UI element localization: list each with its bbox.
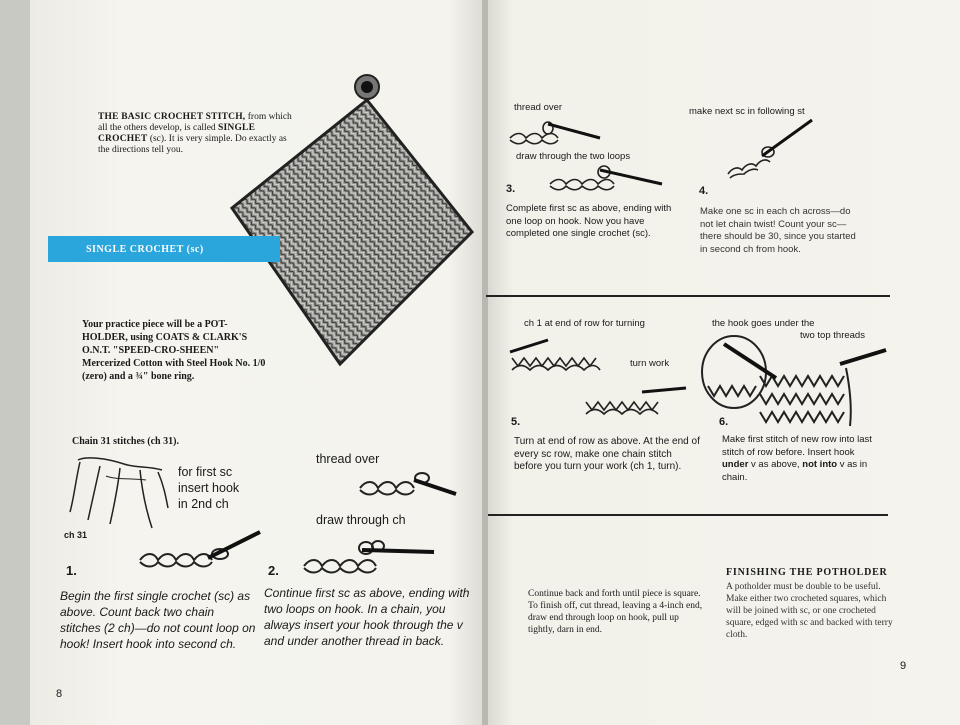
step1-number: 1.: [66, 563, 77, 578]
step1-hand-line-2: insert hook: [178, 481, 240, 495]
finishing-title: FINISHING THE POTHOLDER: [726, 567, 888, 578]
step1-caption: Begin the first single crochet (sc) as above. Count back two chain stitches (2 ch)—do not count loop on hook! Insert hook into second ch.: [60, 589, 256, 651]
continue-paragraph: Continue back and forth until piece is square. To finish off, cut thread, leaving a 4-inch end, draw end through loop on hook, pull up tightly, darn in end.: [528, 589, 703, 635]
step6-not-into: not into: [802, 459, 838, 470]
section-banner-title: SINGLE CROCHET (sc): [86, 244, 204, 255]
step6-number: 6.: [719, 416, 729, 428]
step1-chain-illustration: [136, 524, 266, 574]
step6-illustration: [700, 328, 890, 434]
step6-caption-1: Make first stitch of new row into last stitch of row before. Insert hook: [722, 434, 872, 458]
step2-top-illustration: [356, 452, 466, 502]
step3-number: 3.: [506, 183, 516, 195]
step5-number: 5.: [511, 416, 521, 428]
step5-label-top: ch 1 at end of row for turning: [524, 318, 645, 329]
intro-body-1: from which all the others develop, is called: [98, 112, 292, 133]
step2-caption: Continue first sc as above, ending with two loops on hook. In a chain, you always insert your hook through the v and under another thread in back.: [264, 586, 470, 648]
step2-label-mid: draw through ch: [316, 513, 406, 527]
step4-caption: Make one sc in each ch across—do not let chain twist! Count your sc—there should be 30, since you started in second ch from hook.: [700, 206, 856, 255]
step3-label-mid: draw through the two loops: [516, 151, 631, 162]
left-page-number: 8: [56, 688, 63, 700]
step1-hand-line-3: in 2nd ch: [178, 497, 229, 511]
ch31-label: ch 31: [64, 530, 88, 540]
hand-illustration: [66, 454, 176, 534]
book-gutter: [482, 0, 488, 725]
chain-instruction: Chain 31 stitches (ch 31).: [72, 436, 179, 447]
right-page-number: 9: [900, 660, 907, 672]
finishing-paragraph: A potholder must be double to be useful. Make either two crocheted squares, which will be joined with sc, or one crocheted square, edged with sc and backed with terry cloth.: [726, 582, 893, 640]
step1-hand-label: [178, 464, 239, 512]
intro-title: THE BASIC CROCHET STITCH,: [98, 112, 246, 122]
step6-caption: [722, 434, 882, 484]
step5-caption: Turn at end of row as above. At the end of every sc row, make one chain stitch before you turn your work (ch 1, turn).: [514, 436, 700, 472]
step3-caption: Complete first sc as above, ending with one loop on hook. Now you have completed one single crochet (sc).: [506, 203, 672, 239]
step6-under: under: [722, 459, 749, 470]
step2-label-top: thread over: [316, 452, 380, 466]
step1-hand-line-1: for first sc: [178, 465, 233, 479]
section-divider-1: [486, 295, 890, 297]
step4-number: 4.: [699, 185, 709, 197]
practice-paragraph: Your practice piece will be a POT-HOLDER, using COATS & CLARK'S O.N.T. "SPEED-CRO-SHEEN" Mercerized Cotton with Steel Hook No. 1/0 (zero) and a ¾" bone ring.: [82, 319, 266, 382]
intro-bold: SINGLE CROCHET: [98, 123, 256, 144]
step6-label-top-2: two top threads: [800, 330, 865, 341]
step3-label-top: thread over: [514, 102, 563, 113]
step6-caption-3: v as in chain.: [722, 459, 868, 483]
step6-caption-2: v as above,: [751, 459, 800, 470]
step5-top-illustration: [508, 330, 608, 380]
step6-label-top: the hook goes under the: [712, 318, 815, 329]
step5-bottom-illustration: [582, 376, 692, 426]
step5-label-mid: turn work: [630, 358, 670, 369]
step3-bottom-illustration: [548, 160, 668, 194]
step2-number: 2.: [268, 563, 279, 578]
intro-body-2: (sc). It is very simple. Do exactly as the directions tell you.: [98, 134, 287, 155]
step2-bottom-illustration: [300, 530, 440, 580]
step3-top-illustration: [508, 112, 608, 152]
section-divider-2: [488, 514, 888, 516]
step4-illustration: [722, 116, 822, 186]
step4-label: make next sc in following st: [689, 106, 805, 117]
